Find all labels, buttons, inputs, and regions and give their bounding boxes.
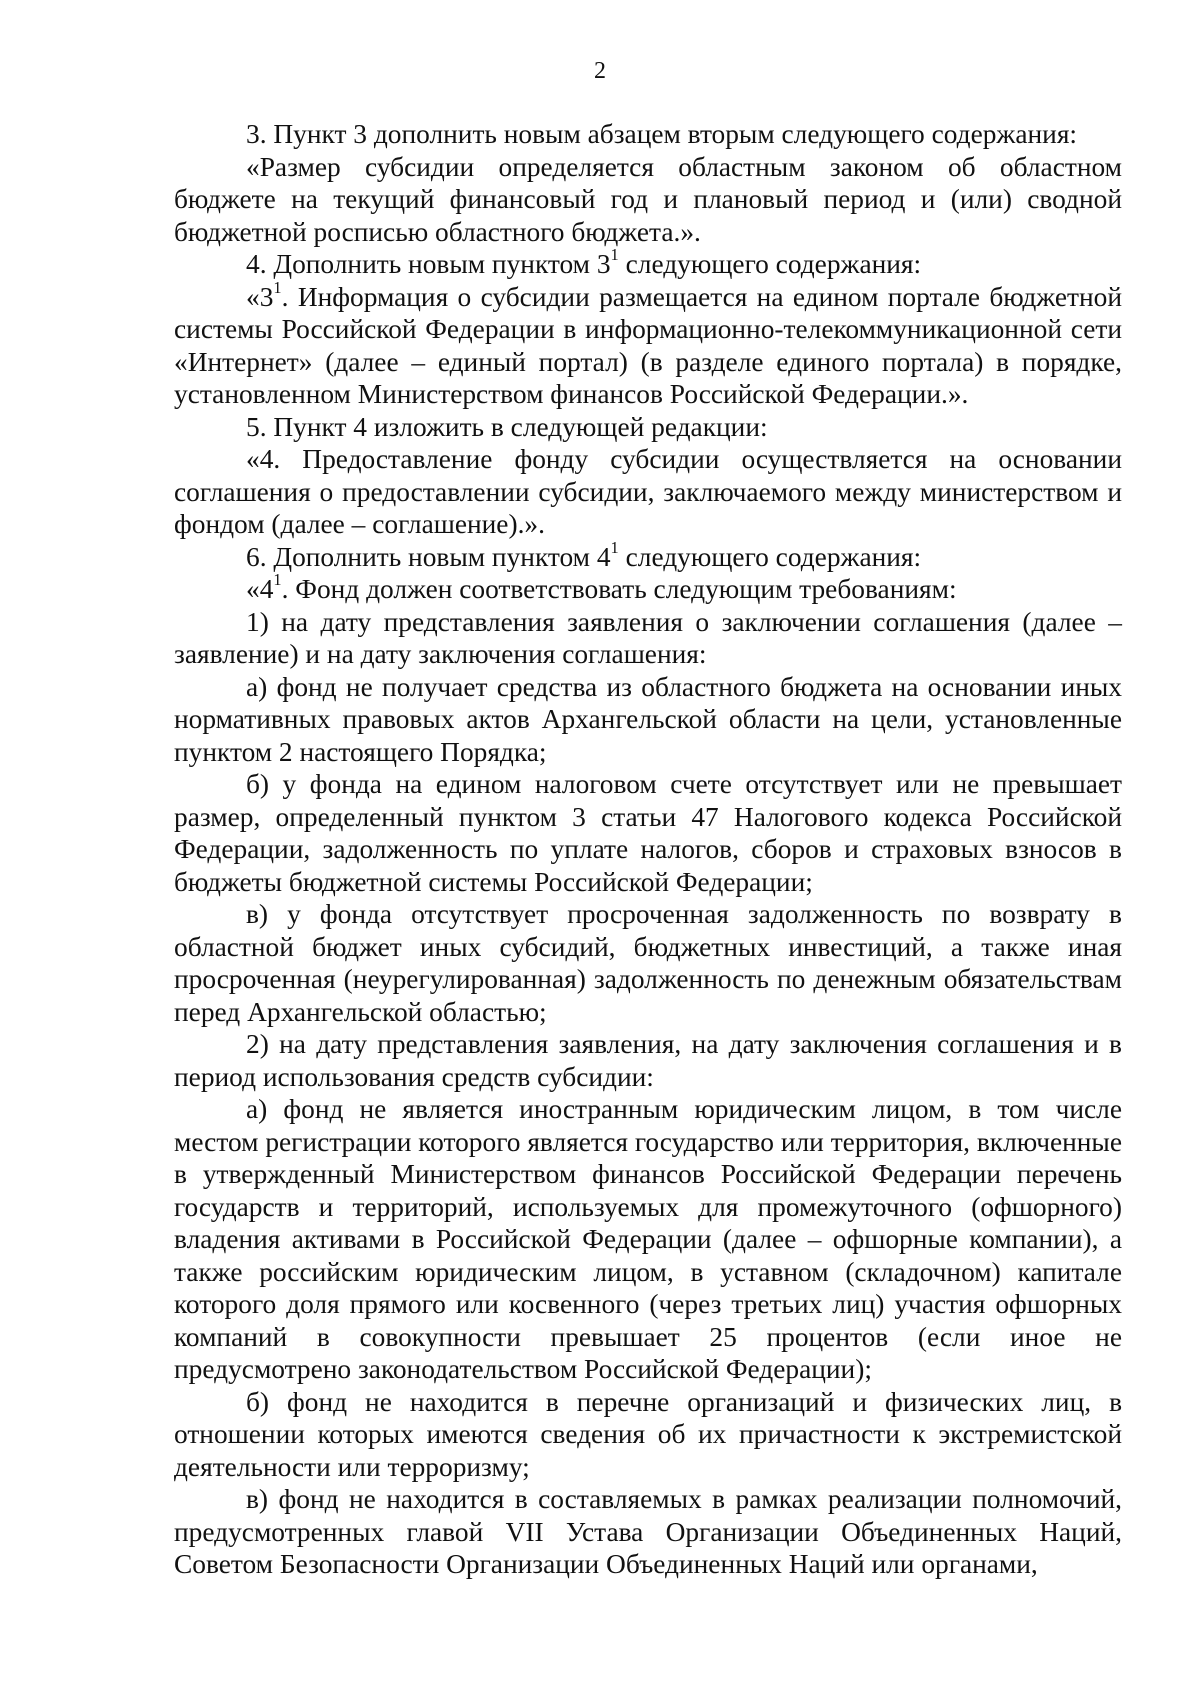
paragraph-text: . Фонд должен соответствовать следующим требованиям: <box>281 574 957 604</box>
paragraph-text: 5. Пункт 4 изложить в следующей редакции: <box>246 411 768 442</box>
paragraph-text: . Информация о субсидии размещается на едином портале бюджетной системы Российской Федерации в информационно-телекоммуникационной сети «Интернет» (далее – единый портал) (в разделе единого портала) в порядке, установленном Министерством финансов Российской Федерации.». <box>174 281 1122 409</box>
paragraph-text: в) у фонда отсутствует просроченная задолженность по возврату в областной бюджет иных субсидий, бюджетных инвестиций, а также иная просроченная (неурегулированная) задолженность по денежным обязательствам перед Архангельской областью; <box>174 899 1122 1027</box>
paragraph-text: «Размер субсидии определяется областным законом об областном бюджете на текущий финансовый год и плановый период и (или) сводной бюджетной росписью областного бюджета.». <box>174 151 1122 247</box>
paragraph-text: следующего содержания: <box>618 541 922 572</box>
paragraph-text: б) фонд не находится в перечне организаций и физических лиц, в отношении которых имеются сведения об их причастности к экстремистской деятельности или терроризму; <box>174 1386 1122 1482</box>
paragraph <box>174 671 1122 769</box>
paragraph-text: 1) на дату представления заявления о заключении соглашения (далее – заявление) и на дату заключения соглашения: <box>174 606 1122 669</box>
paragraph <box>174 1028 1122 1093</box>
paragraph-text: «4 <box>246 574 274 604</box>
paragraph-text: «4. Предоставление фонду субсидии осуществляется на основании соглашения о предоставлении субсидии, заключаемого между министерством и фондом (далее – соглашение).». <box>174 444 1122 539</box>
paragraph-text: в) фонд не находится в составляемых в рамках реализации полномочий, предусмотренных главой VII Устава Организации Объединенных Наций, Советом Безопасности Организации Объединенных Наций или органами, <box>174 1484 1122 1579</box>
paragraph <box>174 606 1122 671</box>
paragraph-text: «3 <box>246 281 274 312</box>
superscript: 1 <box>273 569 282 589</box>
paragraph <box>174 277 1122 411</box>
page-number: 2 <box>594 58 606 84</box>
paragraph-text: 3. Пункт 3 дополнить новым абзацем вторым следующего содержания: <box>246 119 1078 149</box>
paragraph-text: 2) на дату представления заявления, на дату заключения соглашения и в период использования средств субсидии: <box>174 1029 1122 1092</box>
paragraph-text: 4. Дополнить новым пунктом 3 <box>246 249 611 279</box>
paragraph-text: 6. Дополнить новым пунктом 4 <box>246 541 611 572</box>
superscript: 1 <box>273 277 282 297</box>
paragraph-text: а) фонд не получает средства из областного бюджета на основании иных нормативных правовых актов Архангельской области на цели, установленные пунктом 2 настоящего Порядка; <box>174 671 1122 767</box>
paragraph-text: б) у фонда на едином налоговом счете отсутствует или не превышает размер, определенный пунктом 3 статьи 47 Налогового кодекса Российской Федерации, задолженность по уплате налогов, сборов и страховых взносов в бюджеты бюджетной системы Российской Федерации; <box>174 769 1122 897</box>
paragraph <box>174 569 1122 606</box>
superscript: 1 <box>610 244 619 264</box>
paragraph-text: следующего содержания: <box>618 249 922 279</box>
paragraph <box>174 1386 1122 1484</box>
paragraph-text: а) фонд не является иностранным юридическим лицом, в том числе местом регистрации которого является государство или территория, включенные в утвержденный Министерством финансов Российской Федерации перечень государств и территорий, используемых для промежуточного (офшорного) владения активами в Российской Федерации (далее – офшорные компании), а также российским юридическим лицом, в уставном (складочном) капитале которого доля прямого или косвенного (через третьих лиц) участия офшорных компаний в совокупности превышает 25 процентов (если иное не предусмотрено законодательством Российской Федерации); <box>174 1094 1122 1384</box>
paragraph <box>174 1483 1122 1581</box>
document-body <box>174 118 1122 1581</box>
paragraph <box>174 151 1122 249</box>
superscript: 1 <box>610 537 619 557</box>
paragraph <box>174 118 1122 151</box>
paragraph <box>174 898 1122 1028</box>
paragraph <box>174 537 1122 574</box>
paragraph <box>174 244 1122 281</box>
paragraph <box>174 411 1122 444</box>
paragraph <box>174 768 1122 898</box>
paragraph <box>174 443 1122 541</box>
paragraph <box>174 1093 1122 1386</box>
